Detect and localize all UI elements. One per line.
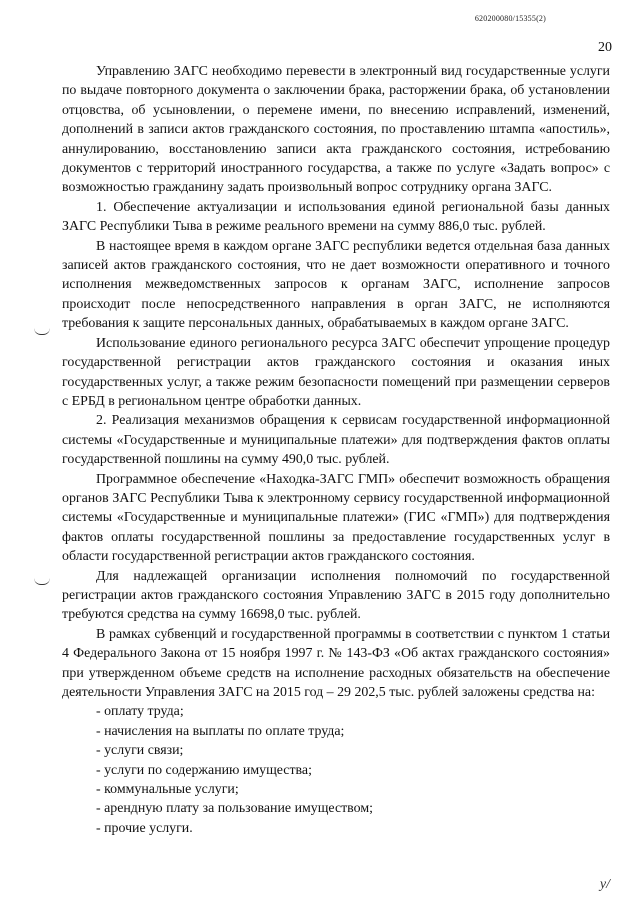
list-item: - арендную плату за пользование имуществом; <box>96 801 373 817</box>
paragraph: Программное обеспечение «Находка-ЗАГС ГМП» обеспечит возможность обращения органов ЗАГС Республики Тыва к электронному сервису государственной информационной системы «Государственные и муниципальные платежи» (ГИС «ГМП») для подтверждения фактов оплаты государственной пошлины за предоставление государственных услуг в области государственной регистрации актов гражданского состояния. <box>62 471 610 565</box>
list-item: - услуги связи; <box>96 743 184 759</box>
margin-check-mark <box>34 578 50 585</box>
paragraph: Для надлежащей организации исполнения полномочий по государственной регистрации актов гражданского состояния Управлению ЗАГС в 2015 году дополнительно требуются средства на сумму 16698,0 тыс. рублей. <box>62 568 610 623</box>
list-item: - услуги по содержанию имущества; <box>96 762 312 778</box>
page-number: 20 <box>598 40 612 55</box>
margin-check-mark <box>34 328 50 335</box>
document-code: 620200080/15355(2) <box>474 14 546 23</box>
paragraph: В рамках субвенций и государственной программы в соответствии с пунктом 1 статьи 4 Федерального Закона от 15 ноября 1997 г. № 143-ФЗ «Об актах гражданского состояния» при утвержденном объеме средств на исполнение расходных обязательств на обеспечение деятельности Управления ЗАГС на 2015 год – 29 202,5 тыс. рублей заложены средства на: <box>62 626 610 700</box>
list-item: - начисления на выплаты по оплате труда; <box>96 723 345 739</box>
paragraph: Управлению ЗАГС необходимо перевести в электронный вид государственные услуги по выдаче повторного документа о заключении брака, расторжении брака, об установлении отцовства, об усыновлении, о перемене имени, по внесению исправлений, изменений, дополнений в записи актов гражданского состояния, по проставлению штампа «апостиль», аннулированию, восстановлению записи акта гражданского состояния, истребованию документов с территорий иностранного государства, а также по услуге «Задать вопрос» с возможностью гражданину задать произвольный вопрос сотруднику органа ЗАГС. <box>62 64 610 196</box>
list-item: - оплату труда; <box>96 704 184 720</box>
list-item: - коммунальные услуги; <box>96 782 239 798</box>
handwritten-initial: у/ <box>599 877 610 892</box>
expense-list <box>62 702 610 838</box>
paragraph: 2. Реализация механизмов обращения к сервисам государственной информационной системы «Государственные и муниципальные платежи» для подтверждения фактов оплаты государственной пошлины на сумму 490,0 тыс. рублей. <box>62 413 610 468</box>
paragraph: Использование единого регионального ресурса ЗАГС обеспечит упрощение процедур государственной регистрации актов гражданского состояния и оказания иных государственных услуг, а также режим безопасности помещений при размещении серверов с ЕРБД в региональном центре обработки данных. <box>62 335 610 409</box>
paragraph: 1. Обеспечение актуализации и использования единой региональной базы данных ЗАГС Республики Тыва в режиме реального времени на сумму 886,0 тыс. рублей. <box>62 199 610 235</box>
document-body <box>62 62 610 838</box>
list-item: - прочие услуги. <box>96 820 193 836</box>
paragraph: В настоящее время в каждом органе ЗАГС республики ведется отдельная база данных записей актов гражданского состояния, что не дает возможности оперативного и точного исполнения межведомственных запросов к органам ЗАГС, исполнение запросов происходит после непосредственного направления в орган ЗАГС, не исполняются требования к защите персональных данных, обрабатываемых в каждом органе ЗАГС. <box>62 238 610 332</box>
